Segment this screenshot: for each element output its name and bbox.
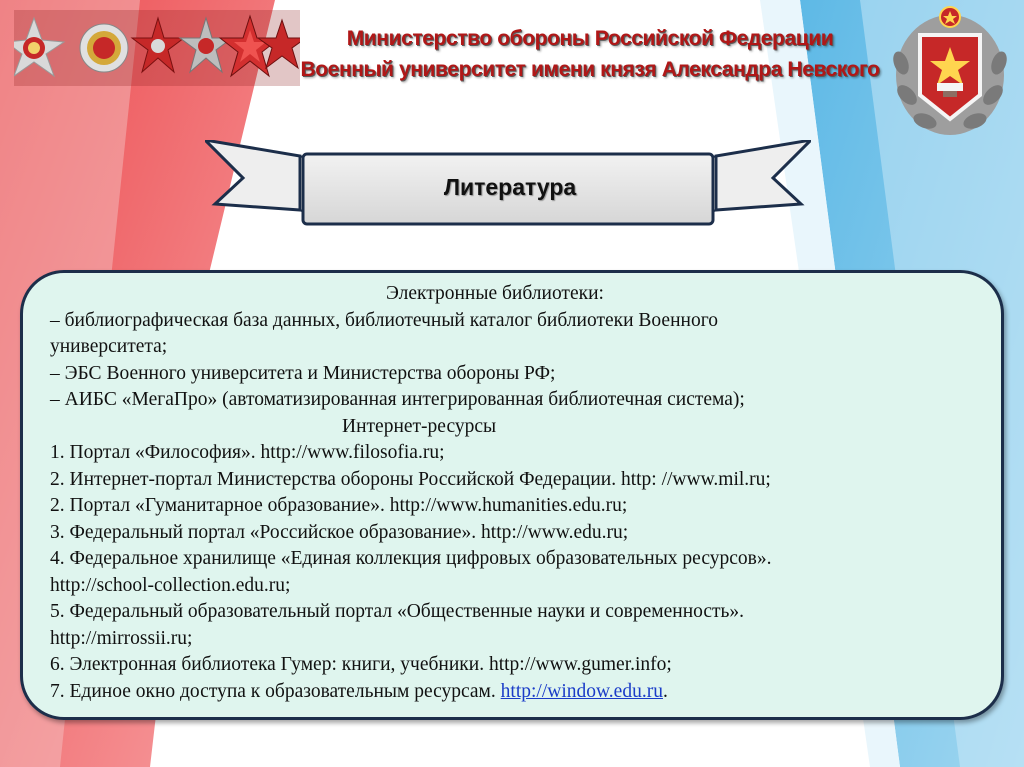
list-item: 2. Портал «Гуманитарное образование». http://www.humanities.edu.ru; [50, 495, 628, 516]
orders-medals-icon [14, 10, 300, 86]
list-item: – АИБС «МегаПро» (автоматизированная интегрированная библиотечная система); [50, 389, 745, 410]
list-item [50, 679, 980, 706]
list-item: 6. Электронная библиотека Гумер: книги, учебники. http://www.gumer.info; [50, 654, 672, 675]
list-item: 2. Интернет-портал Министерства обороны Российской Федерации. http: //www.mil.ru; [50, 468, 771, 490]
list-item: – библиографическая база данных, библиотечный каталог библиотеки Военного [50, 309, 718, 331]
list-item-end: . [662, 680, 668, 702]
header-ministry-title: Министерство обороны Российской Федерации [346, 27, 834, 50]
list-item-text: 7. Единое окно доступа к образовательным ресурсам. [50, 680, 501, 702]
heading-internet-resources: Интернет-ресурсы [342, 415, 497, 437]
list-item: 3. Федеральный портал «Российское образование». http://www.edu.ru; [50, 521, 629, 543]
section-title: Литература [443, 174, 577, 200]
literature-list [50, 281, 980, 705]
list-item: http://mirrossii.ru; [50, 627, 193, 649]
university-emblem-icon [893, 3, 1007, 138]
header-university-title: Военный университет имени князя Александра Невского [300, 58, 880, 81]
list-item: http://school-collection.edu.ru; [50, 574, 291, 596]
list-item: 1. Портал «Философия». http://www.filosofia.ru; [50, 442, 445, 463]
heading-electronic-libraries: Электронные библиотеки: [386, 283, 604, 304]
list-item: 5. Федеральный образовательный портал «Общественные науки и современность». [50, 601, 745, 622]
window-edu-link[interactable]: http://window.edu.ru [500, 680, 663, 702]
list-item: 4. Федеральное хранилище «Единая коллекция цифровых образовательных ресурсов». [50, 548, 772, 569]
list-item: университета; [50, 336, 168, 357]
list-item: – ЭБС Военного университета и Министерства обороны РФ; [50, 362, 556, 384]
